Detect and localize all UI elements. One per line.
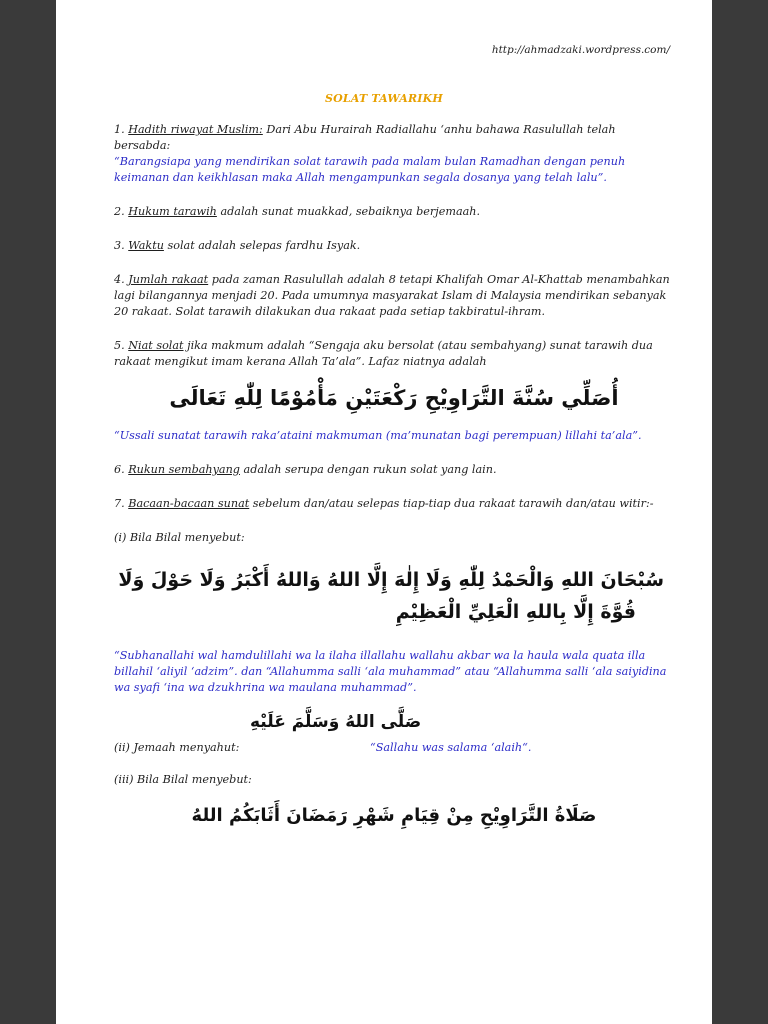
niat-transliteration: “Ussali sunatat tarawih raka’ataini makmuman (ma’munatan bagi perempuan) lillahi ta’ala”. — [114, 429, 642, 442]
item-number: 5. — [114, 339, 129, 352]
item-text: sebelum dan/atau selepas tiap-tiap dua rakaat tarawih dan/atau witir:- — [249, 497, 654, 510]
item-3 — [114, 238, 674, 254]
item-number: 2. — [114, 205, 129, 218]
tasbih-arabic-line-1: سُبْحَانَ اللهِ وَالْحَمْدُ لِلّٰهِ وَلَا إِلٰهَ إِلَّا اللهُ وَاللهُ أَكْبَرُ وَلَا حَوْلَ وَلَا — [118, 569, 664, 591]
item-5 — [114, 338, 674, 370]
tasbih-arabic — [114, 564, 674, 628]
item-1 — [114, 122, 674, 186]
item-6 — [114, 462, 674, 478]
item-number: 3. — [114, 239, 129, 252]
hadith-quote: “Barangsiapa yang mendirikan solat tarawih pada malam bulan Ramadhan dengan penuh keimanan dan keikhlasan maka Allah mengampunkan segala dosanya yang telah lalu”. — [114, 155, 626, 184]
document-body — [114, 122, 674, 824]
bilal-1-label: (i) Bila Bilal menyebut: — [114, 531, 245, 544]
item-term: Jumlah rakaat — [128, 273, 209, 286]
jemaah-arabic: صَلَّى اللهُ وَسَلَّمَ عَلَيْهِ — [250, 712, 422, 732]
item-term: Hukum tarawih — [128, 205, 217, 218]
item-text: Dari Abu Hurairah Radiallahu ‘anhu bahawa Rasulullah telah bersabda: — [114, 123, 616, 152]
item-number: 6. — [114, 463, 129, 476]
item-text: jika makmum adalah “Sengaja aku bersolat (atau sembahyang) sunat tarawih dua rakaat mengikut imam kerana Allah Ta’ala”. Lafaz niatnya adalah — [114, 339, 653, 368]
item-text: pada zaman Rasulullah adalah 8 tetapi Khalifah Omar Al-Khattab menambahkan lagi bilangannya menjadi 20. Pada umumnya masyarakat Islam di Malaysia mendirikan sebanyak 20 rakaat. Solat tarawih dilakukan dua rakaat pada setiap takbiratul-ihram. — [114, 273, 670, 318]
tarawih-call-arabic: صَلَاةُ التَّرَاوِيْحِ مِنْ قِيَامِ شَهْرِ رَمَضَانَ أَثَابَكُمُ اللهُ — [191, 805, 597, 826]
page-title: SOLAT TAWARIKH — [324, 92, 443, 105]
tasbih-transliteration: “Subhanallahi wal hamdulillahi wa la ilaha illallahu wallahu akbar wa la haula wala quata illa billahil ‘aliyil ‘adzim”. dan “Allahumma salli ‘ala muhammad” atau “Allahumma salli ‘ala saiyidina wa syafi ‘ina wa dzukhrina wa maulana muhammad”. — [114, 649, 667, 694]
tasbih-arabic-line-2: قُوَّةَ إِلَّا بِاللهِ الْعَلِيِّ الْعَظِيْمِ — [395, 601, 636, 623]
item-term: Niat solat — [128, 339, 184, 352]
item-term: Hadith riwayat Muslim: — [128, 123, 263, 136]
item-7 — [114, 496, 674, 512]
item-4 — [114, 272, 674, 320]
item-text: adalah sunat muakkad, sebaiknya berjemaah. — [216, 205, 481, 218]
jemaah-label: (ii) Jemaah menyahut: — [114, 741, 240, 754]
header-url: http://ahmadzaki.wordpress.com/ — [491, 44, 670, 56]
niat-arabic: أُصَلِّي سُنَّةَ التَّرَاوِيْحِ رَكْعَتَيْنِ مَأْمُوْمًا لِلّٰهِ تَعَالَى — [169, 386, 619, 410]
item-term: Rukun sembahyang — [128, 463, 240, 476]
item-text: solat adalah selepas fardhu Isyak. — [163, 239, 361, 252]
item-number: 7. — [114, 497, 129, 510]
item-term: Waktu — [128, 239, 164, 252]
item-number: 1. — [114, 123, 129, 136]
jemaah-response — [114, 714, 674, 758]
bilal-2-label: (iii) Bila Bilal menyebut: — [114, 773, 252, 786]
item-term: Bacaan-bacaan sunat — [128, 497, 250, 510]
jemaah-transliteration: “Sallahu was salama ‘alaih“. — [370, 741, 532, 754]
item-number: 4. — [114, 273, 129, 286]
item-text: adalah serupa dengan rukun solat yang lain. — [239, 463, 497, 476]
document-page — [56, 0, 712, 1024]
item-2 — [114, 204, 674, 220]
